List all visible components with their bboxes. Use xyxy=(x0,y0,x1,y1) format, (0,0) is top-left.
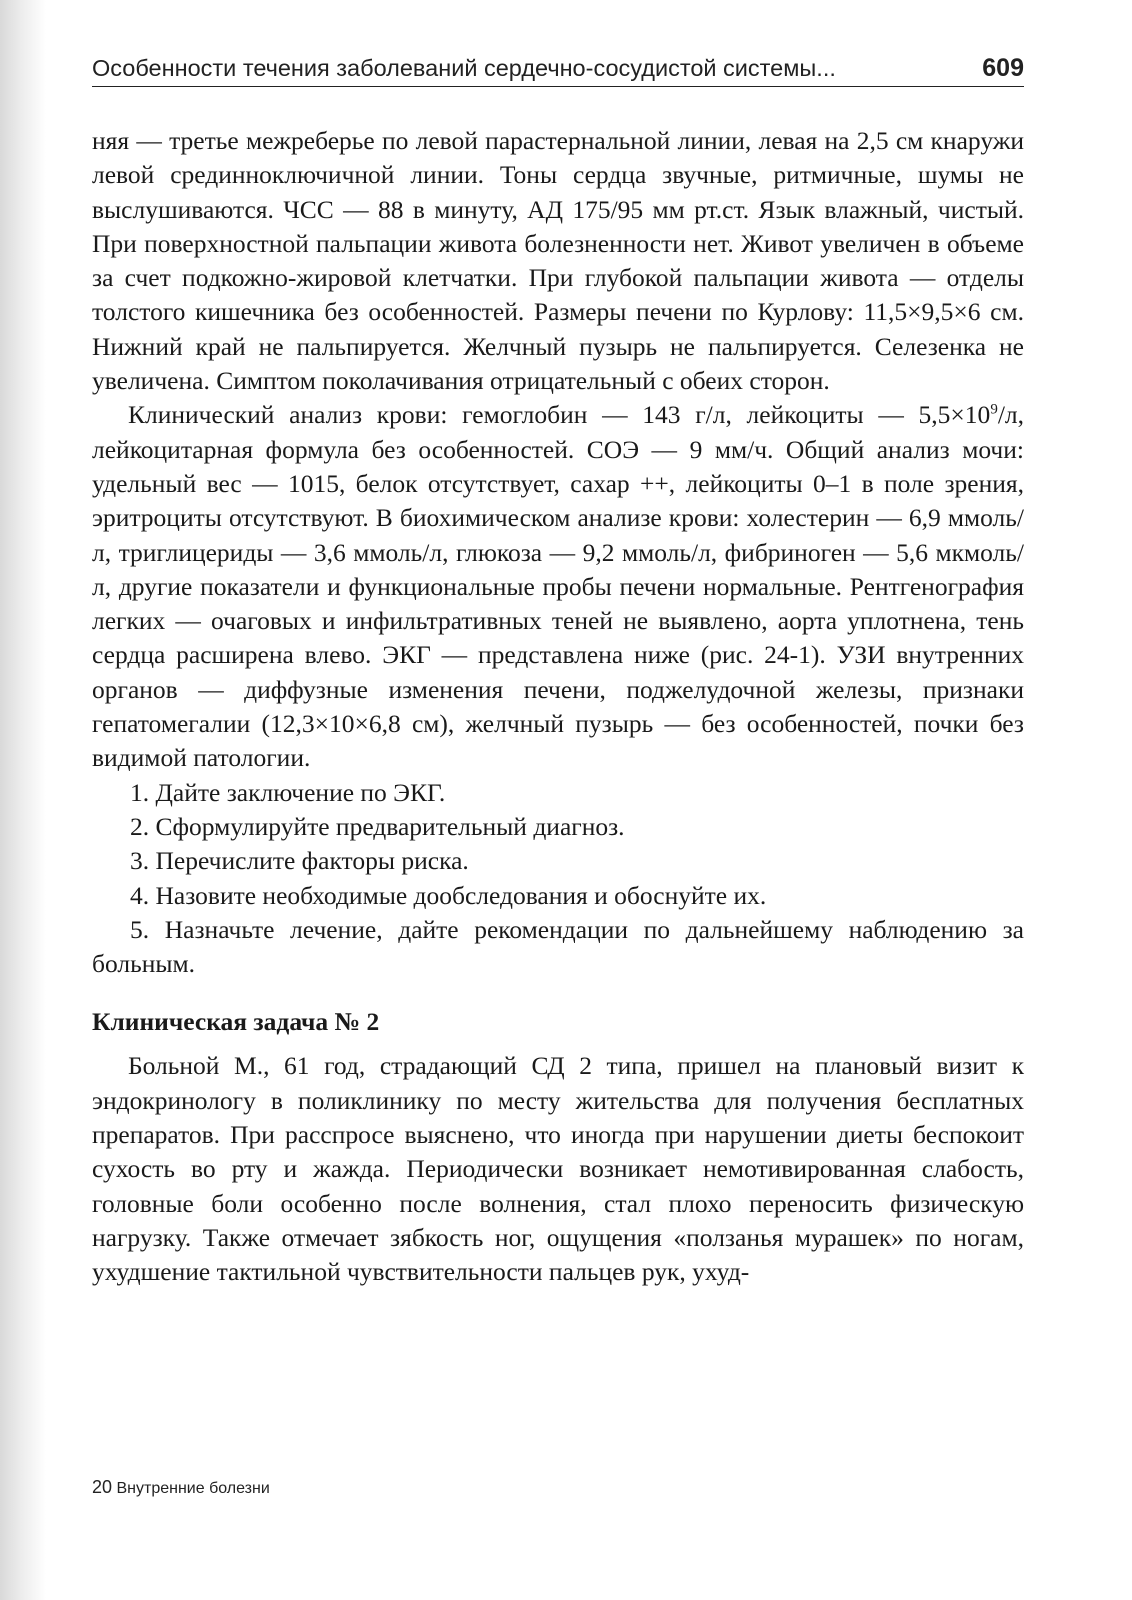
page-number: 609 xyxy=(982,54,1024,82)
labs-text-part1: Клинический анализ крови: гемоглобин — 143 г/л, лейкоциты — 5,5×10 xyxy=(128,400,991,430)
book-page xyxy=(92,54,1024,1290)
body-text xyxy=(92,124,1024,1290)
question-item: 2. Сформулируйте предварительный диагноз. xyxy=(130,811,625,841)
labs-text-part2: /л, лейкоцитарная формула без особенностей. СОЭ — 9 мм/ч. Общий анализ мочи: удельный вес — 1015, белок отсутствует, сахар ++, лейкоциты 0–1 в поле зрения, эритроциты отсутствуют. В биохимическом анализе крови: холестерин — 6,9 ммоль/л, триглицериды — 3,6 ммоль/л, глюкоза — 9,2 ммоль/л, фибриноген — 5,6 мкмоль/л, другие показатели и функциональные пробы печени нормальные. Рентгенография легких — очаговых и инфильтративных теней не выявлено, аорта уплотнена, тень сердца расширена влево. ЭКГ — представлена ниже (рис. 24-1). УЗИ внутренних органов — диффузные изменения печени, поджелудочной железы, признаки гепатомегалии (12,3×10×6,8 см), желчный пузырь — без особенностей, почки без видимой патологии. xyxy=(92,400,1024,773)
scan-gutter-shadow xyxy=(0,0,46,1600)
question-item: 4. Назовите необходимые дообследования и обоснуйте их. xyxy=(130,880,767,910)
question-item: 3. Перечислите факторы риска. xyxy=(130,846,469,876)
task-heading: Клиническая задача № 2 xyxy=(92,1007,380,1037)
running-head xyxy=(92,54,1024,87)
signature-label: Внутренние болезни xyxy=(116,1480,270,1497)
paragraph-task2: Больной М., 61 год, страдающий СД 2 типа, пришел на плановый визит к эндокринологу в поликлинику по месту жительства для получения бесплатных препаратов. При расспросе выяснено, что иногда при нарушении диеты беспокоит сухость во рту и жажда. Периодически возникает немотивированная слабость, головные боли особенно после волнения, стал плохо переносить физическую нагрузку. Также отмечает зябкость ног, ощущения «ползанья мурашек» по ногам, ухудшение тактильной чувствительности пальцев рук, ухуд- xyxy=(92,1051,1024,1287)
paragraph-exam: няя — третье межреберье по левой парастернальной линии, левая на 2,5 см кнаружи левой срединноключичной линии. Тоны сердца звучные, ритмичные, шумы не выслушиваются. ЧСС — 88 в минуту, АД 175/95 мм рт.ст. Язык влажный, чистый. При поверхностной пальпации живота болезненности нет. Живот увеличен в объеме за счет подкожно-жировой клетчатки. При глубокой пальпации живота — отделы толстого кишечника без особенностей. Размеры печени по Курлову: 11,5×9,5×6 см. Нижний край не пальпируется. Желчный пузырь не пальпируется. Селезенка не увеличена. Симптом поколачивания отрицательный с обеих сторон. xyxy=(92,126,1024,396)
question-item: 5. Назначьте лечение, дайте рекомендации по дальнейшему наблюдению за больным. xyxy=(92,914,1024,979)
paragraph-labs xyxy=(92,398,1024,775)
printer-signature xyxy=(92,1477,270,1498)
labs-exponent: 9 xyxy=(990,401,998,418)
question-item: 1. Дайте заключение по ЭКГ. xyxy=(130,777,446,807)
running-head-title: Особенности течения заболеваний сердечно-сосудистой системы... xyxy=(92,55,836,81)
signature-number: 20 xyxy=(92,1477,113,1497)
